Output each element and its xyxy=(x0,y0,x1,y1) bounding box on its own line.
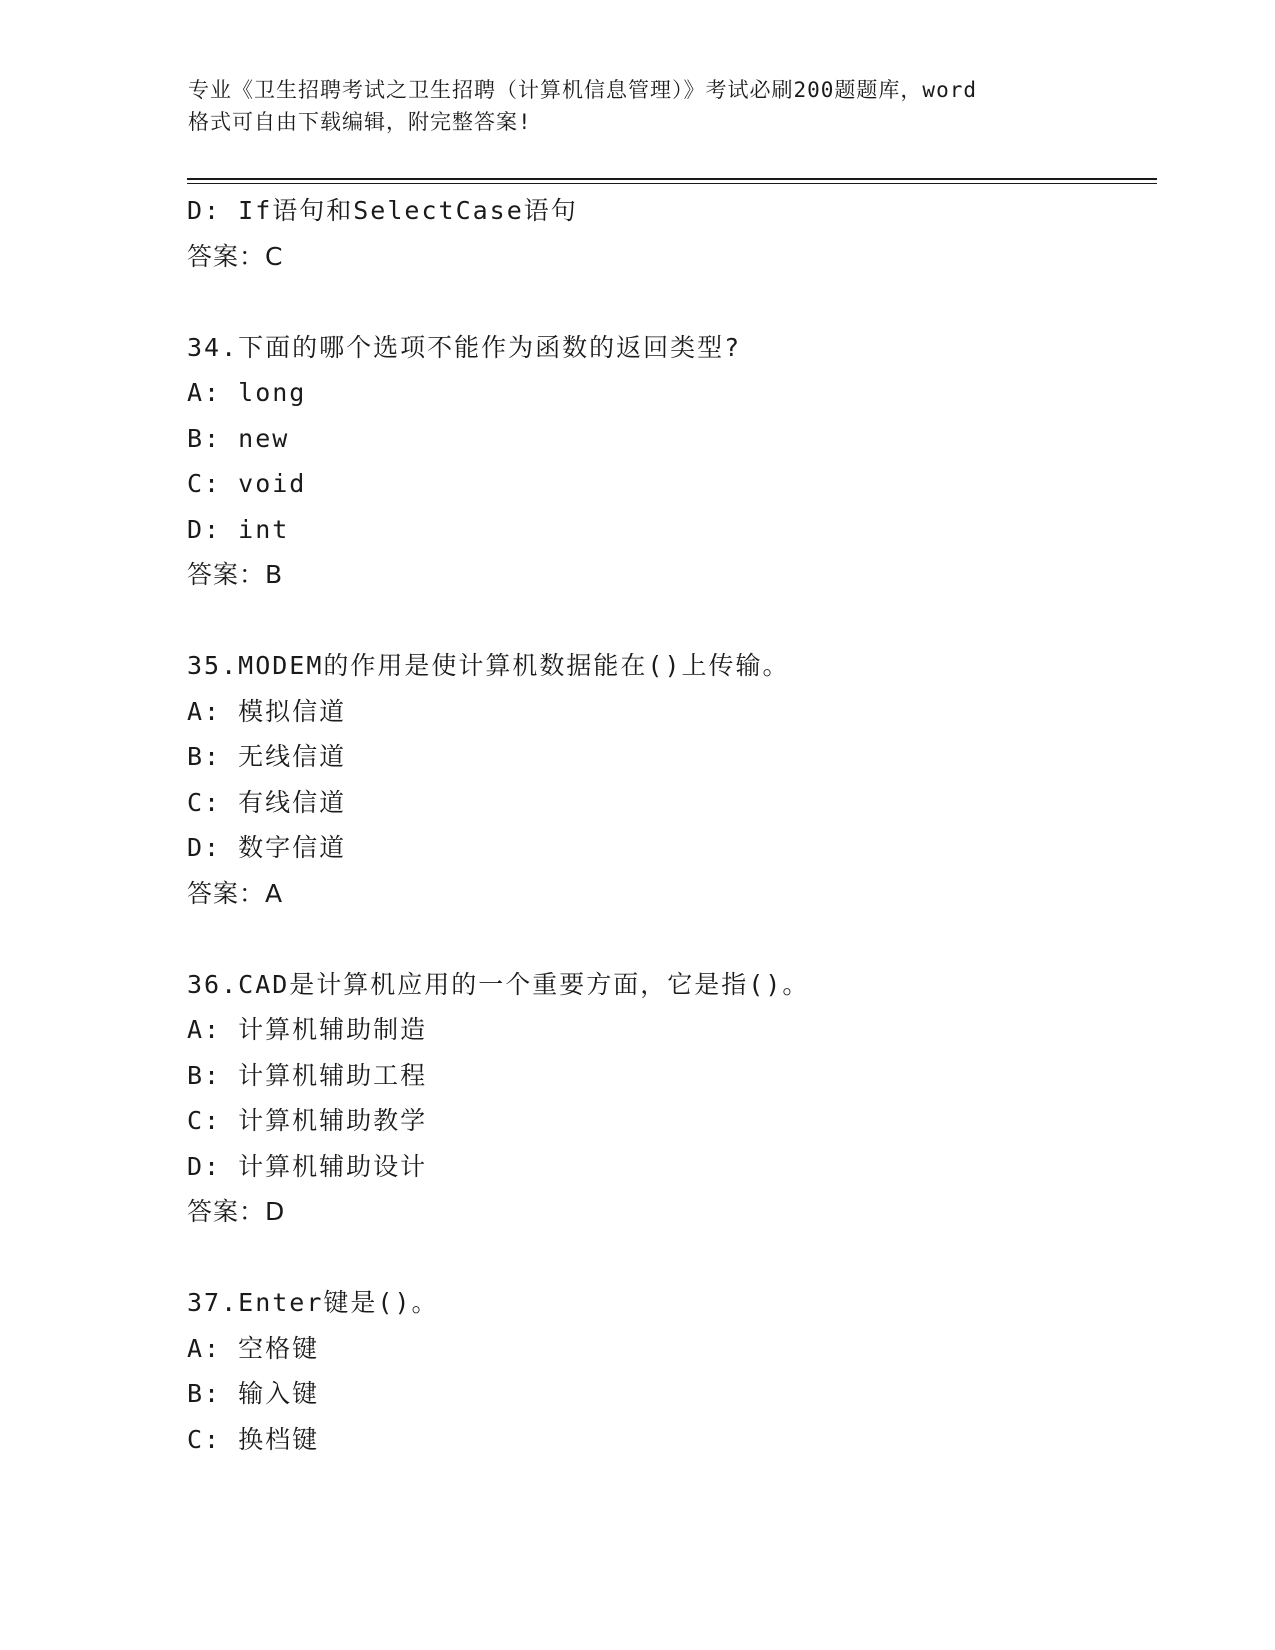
answer-line: 答案：B xyxy=(187,560,284,589)
header-title-line-2: 格式可自由下载编辑，附完整答案! xyxy=(188,110,532,134)
question-37 xyxy=(187,1280,1137,1462)
question-stem: 36.CAD是计算机应用的一个重要方面，它是指()。 xyxy=(187,969,810,999)
spacer xyxy=(187,916,1137,962)
option-b: B: 计算机辅助工程 xyxy=(187,1060,428,1090)
option-a: A: 计算机辅助制造 xyxy=(187,1015,428,1044)
option-d: D: If语句和SelectCase语句 xyxy=(187,196,578,225)
spacer xyxy=(187,598,1137,644)
question-list xyxy=(187,188,1137,1462)
option-b: B: 无线信道 xyxy=(187,742,347,771)
header-title-line-1: 专业《卫生招聘考试之卫生招聘（计算机信息管理）》考试必刷200题题库，word xyxy=(188,78,977,102)
option-d: D: 计算机辅助设计 xyxy=(187,1151,428,1181)
spacer xyxy=(187,1235,1137,1281)
option-a: A: 模拟信道 xyxy=(187,696,347,726)
question-36 xyxy=(187,962,1137,1235)
question-stem: 37.Enter键是()。 xyxy=(187,1288,439,1317)
document-header xyxy=(188,74,1088,138)
header-divider-thick xyxy=(187,178,1157,180)
question-stem: 35.MODEM的作用是使计算机数据能在()上传输。 xyxy=(187,651,790,680)
answer-line: 答案：D xyxy=(187,1197,286,1226)
option-c: C: 换档键 xyxy=(187,1424,320,1454)
option-b: B: 输入键 xyxy=(187,1379,320,1408)
question-34 xyxy=(187,325,1137,598)
option-c: C: 有线信道 xyxy=(187,787,347,817)
answer-line: 答案：A xyxy=(187,878,284,908)
option-b: B: new xyxy=(187,423,290,453)
answer-line: 答案：C xyxy=(187,241,284,271)
option-d: D: 数字信道 xyxy=(187,833,347,862)
option-a: A: 空格键 xyxy=(187,1333,320,1363)
option-c: C: 计算机辅助教学 xyxy=(187,1106,428,1135)
option-d: D: int xyxy=(187,514,290,544)
question-33-tail xyxy=(187,188,1137,279)
option-c: C: void xyxy=(187,469,307,498)
spacer xyxy=(187,279,1137,325)
question-stem: 34.下面的哪个选项不能作为函数的返回类型? xyxy=(187,332,742,362)
question-35 xyxy=(187,643,1137,916)
header-divider-thin xyxy=(187,183,1157,184)
option-a: A: long xyxy=(187,378,307,407)
